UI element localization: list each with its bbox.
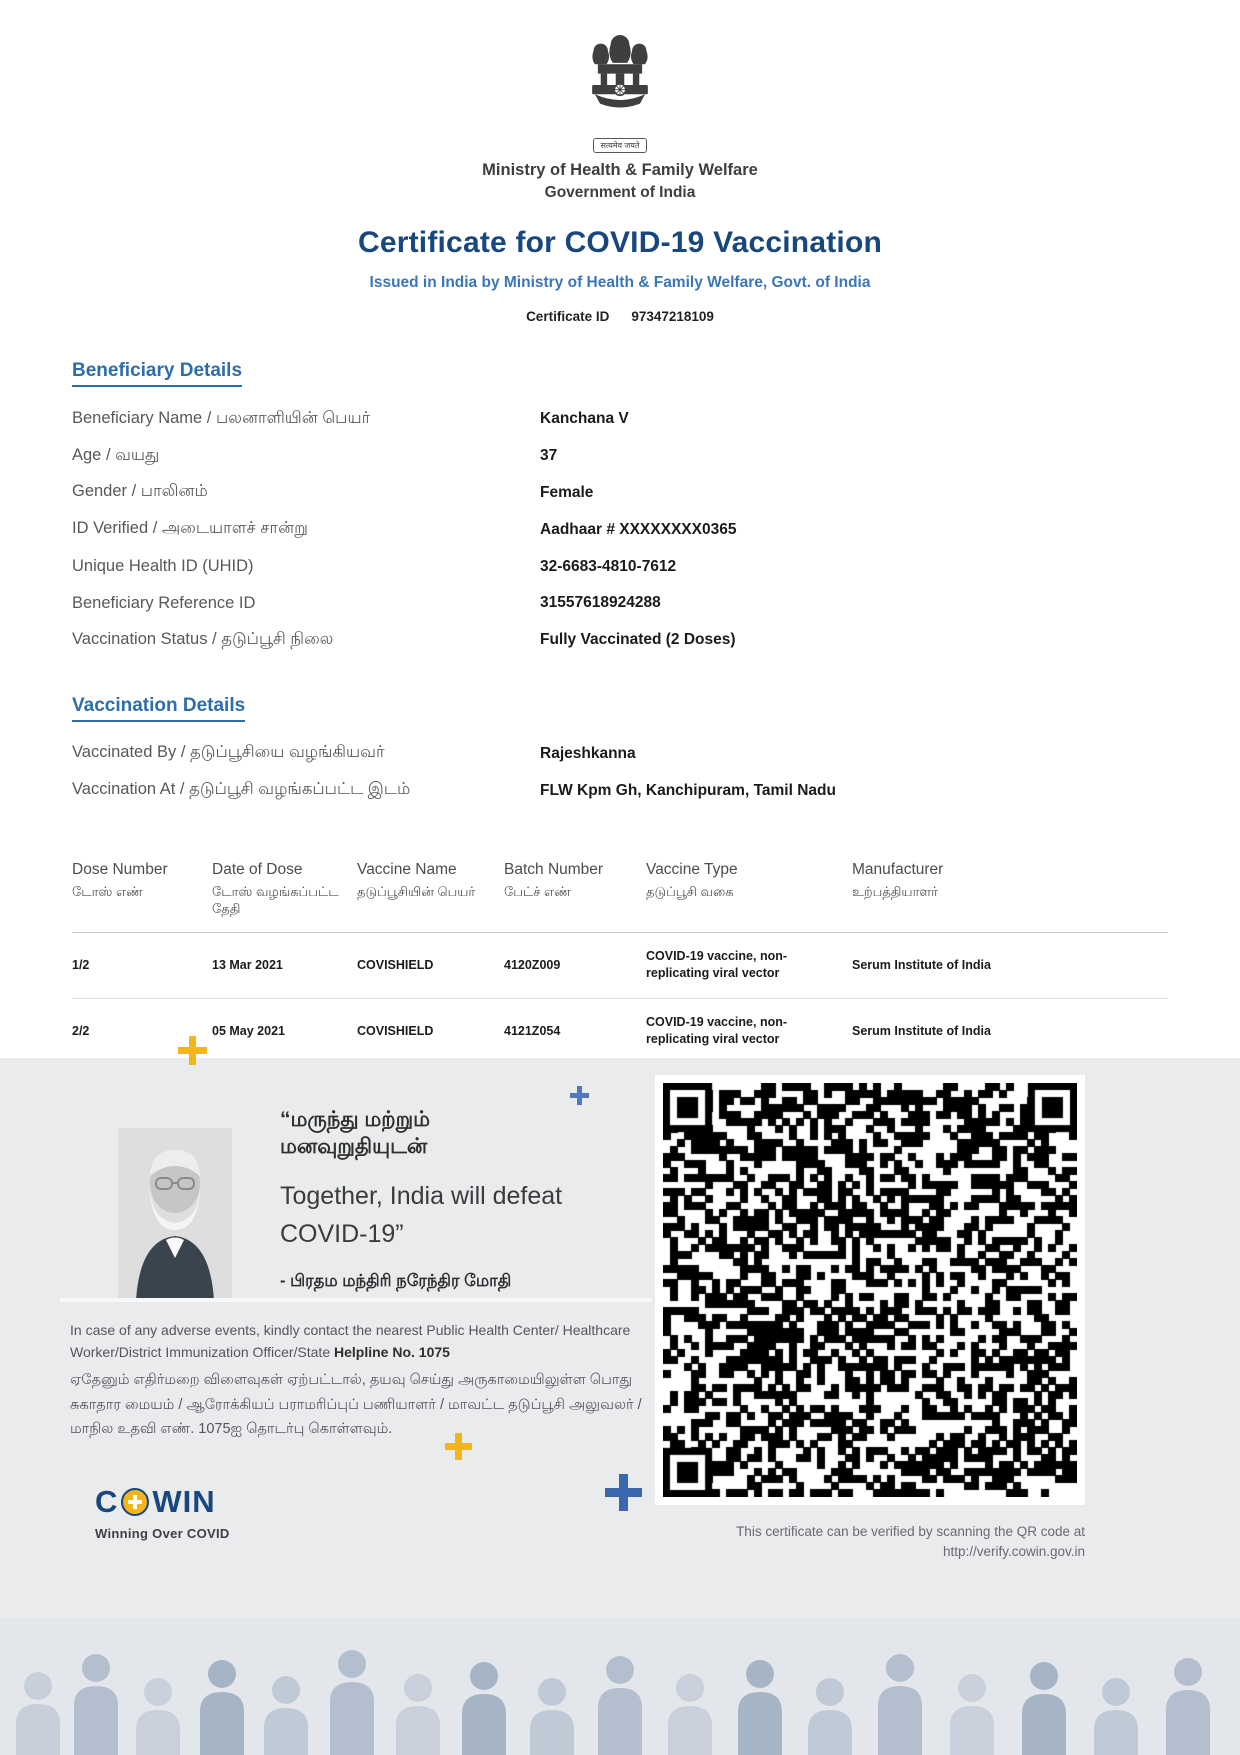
field-row: [72, 438, 1168, 475]
vaccine-type-cell: COVID-19 vaccine, non-replicating viral vector: [646, 998, 852, 1064]
quote-attribution: - பிரதம மந்திரி நரேந்திர மோதி: [280, 1272, 512, 1291]
vaccination-section-title: Vaccination Details: [72, 695, 245, 722]
quote-english: Together, India will defeat COVID-19”: [280, 1181, 563, 1249]
plus-decoration-blue-large: [605, 1474, 642, 1511]
field-value: Kanchana V: [540, 410, 629, 428]
field-row: [72, 548, 1168, 585]
batch-number-cell: 4121Z054: [504, 998, 646, 1064]
beneficiary-section-head: [72, 360, 1168, 387]
dose-table: [72, 861, 1168, 1065]
field-value: 32-6683-4810-7612: [540, 557, 677, 575]
dose-date-cell: 05 May 2021: [212, 998, 357, 1064]
col-vaccine-type: Vaccine Type தடுப்பூசி வகை: [646, 861, 852, 932]
col-dose-number: Dose Number டோஸ் எண்: [72, 861, 212, 932]
dose-table-header-row: [72, 861, 1168, 932]
field-label: Age / வயது: [72, 445, 160, 464]
vaccination-fields: [72, 736, 1168, 810]
beneficiary-section-title: Beneficiary Details: [72, 360, 242, 387]
plus-decoration-yellow-top: [178, 1036, 207, 1065]
manufacturer-cell: Serum Institute of India: [852, 998, 1168, 1064]
certificate-header: [0, 0, 1240, 202]
vaccine-type-cell: COVID-19 vaccine, non-replicating viral vector: [646, 932, 852, 998]
emblem-motto: सत्यमेव जयते: [593, 138, 648, 153]
beneficiary-fields: [72, 401, 1168, 659]
field-row: [72, 772, 1168, 809]
field-label: ID Verified / அடையாளச் சான்று: [72, 519, 308, 538]
field-label: Beneficiary Reference ID: [72, 593, 256, 612]
field-row: [72, 475, 1168, 512]
advisory-text-tamil: ஏதேனும் எதிர்மறை விளைவுகள் ஏற்பட்டால், தயவு செய்து அருகாமையிலுள்ள பொது சுகாதார மையம் / ஆரோக்கியப் பராமரிப்புப் பணியாளர் / மாவட்ட தடுப்பூசி அலுவலர் / மாநில உதவி எண். 1075ஐ தொடர்பு கொள்ளவும்.: [70, 1372, 642, 1438]
field-label: Gender / பாலினம்: [72, 482, 208, 501]
footer-panel: [0, 1058, 1240, 1755]
pm-photo: [118, 1128, 232, 1300]
field-row: [72, 622, 1168, 659]
certificate-id-value: 97347218109: [631, 309, 714, 324]
plus-decoration-yellow-bottom: [445, 1433, 472, 1460]
verify-url[interactable]: http://verify.cowin.gov.in: [942, 1543, 1085, 1559]
certificate-title: Certificate for COVID-19 Vaccination: [357, 226, 882, 259]
col-batch-number: Batch Number பேட்ச் எண்: [504, 861, 646, 932]
field-row: [72, 401, 1168, 438]
dose-row-1: [72, 932, 1168, 998]
vaccine-name-cell: COVISHIELD: [357, 998, 504, 1064]
field-value: 37: [540, 447, 558, 465]
cowin-logo: [95, 1484, 230, 1541]
field-value: Rajeshkanna: [540, 744, 636, 762]
cowin-logo-text-win: WIN: [152, 1484, 216, 1519]
field-row: [72, 736, 1168, 773]
certificate-id-line: [0, 309, 1240, 324]
plus-decoration-blue-small: [570, 1086, 589, 1105]
certificate-subtitle: Issued in India by Ministry of Health & Family Welfare, Govt. of India: [369, 274, 871, 291]
verify-note: [655, 1522, 1085, 1561]
field-value: FLW Kpm Gh, Kanchipuram, Tamil Nadu: [540, 781, 836, 799]
field-row: [72, 511, 1168, 548]
field-label: Vaccination At / தடுப்பூசி வழங்கப்பட்ட இடம்: [72, 780, 411, 799]
cowin-plus-icon: [121, 1488, 149, 1516]
vaccination-section-head: [72, 695, 1168, 722]
quote-tamil-line1: “மருந்து மற்றும்: [280, 1108, 431, 1131]
pm-quote: [280, 1106, 650, 1293]
government-name: Government of India: [544, 184, 696, 201]
field-value: Fully Vaccinated (2 Doses): [540, 631, 736, 649]
field-label: Vaccination Status / தடுப்பூசி நிலை: [72, 629, 334, 648]
col-date-of-dose: Date of Dose டோஸ் வழங்கப்பட்ட தேதி: [212, 861, 357, 932]
dose-row-2: [72, 998, 1168, 1064]
dose-number-cell: 2/2: [72, 998, 212, 1064]
footer-divider: [60, 1298, 652, 1302]
dose-number-cell: 1/2: [72, 932, 212, 998]
field-label: Unique Health ID (UHID): [72, 557, 254, 576]
field-label: Beneficiary Name / பலனாளியின் பெயர்: [72, 408, 371, 427]
healthcare-workers-silhouette-strip: [0, 1618, 1240, 1755]
col-manufacturer: Manufacturer உற்பத்தியாளர்: [852, 861, 1168, 932]
verify-text: This certificate can be verified by scanning the QR code at: [736, 1524, 1085, 1539]
ministry-name: Ministry of Health & Family Welfare: [482, 161, 758, 179]
vaccine-name-cell: COVISHIELD: [357, 932, 504, 998]
field-value: Aadhaar # XXXXXXXX0365: [540, 520, 737, 538]
field-value: 31557618924288: [540, 594, 661, 612]
advisory-text-english: In case of any adverse events, kindly contact the nearest Public Health Center/ Healthcare Worker/District Immunization Officer/State Helpline No. 1075: [70, 1322, 631, 1360]
india-emblem-icon: [584, 30, 656, 153]
certificate-id-label: Certificate ID: [526, 309, 610, 324]
qr-code: [655, 1075, 1085, 1505]
dose-date-cell: 13 Mar 2021: [212, 932, 357, 998]
quote-tamil-line2: மனவுறுதியுடன்: [280, 1135, 428, 1159]
cowin-tagline: Winning Over COVID: [95, 1526, 230, 1541]
field-value: Female: [540, 483, 594, 501]
field-label: Vaccinated By / தடுப்பூசியை வழங்கியவர்: [72, 743, 385, 762]
field-row: [72, 585, 1168, 622]
batch-number-cell: 4120Z009: [504, 932, 646, 998]
cowin-logo-text-c: C: [95, 1484, 119, 1519]
col-vaccine-name: Vaccine Name தடுப்பூசியின் பெயர்: [357, 861, 504, 932]
helpline-number: Helpline No. 1075: [334, 1343, 450, 1360]
manufacturer-cell: Serum Institute of India: [852, 932, 1168, 998]
